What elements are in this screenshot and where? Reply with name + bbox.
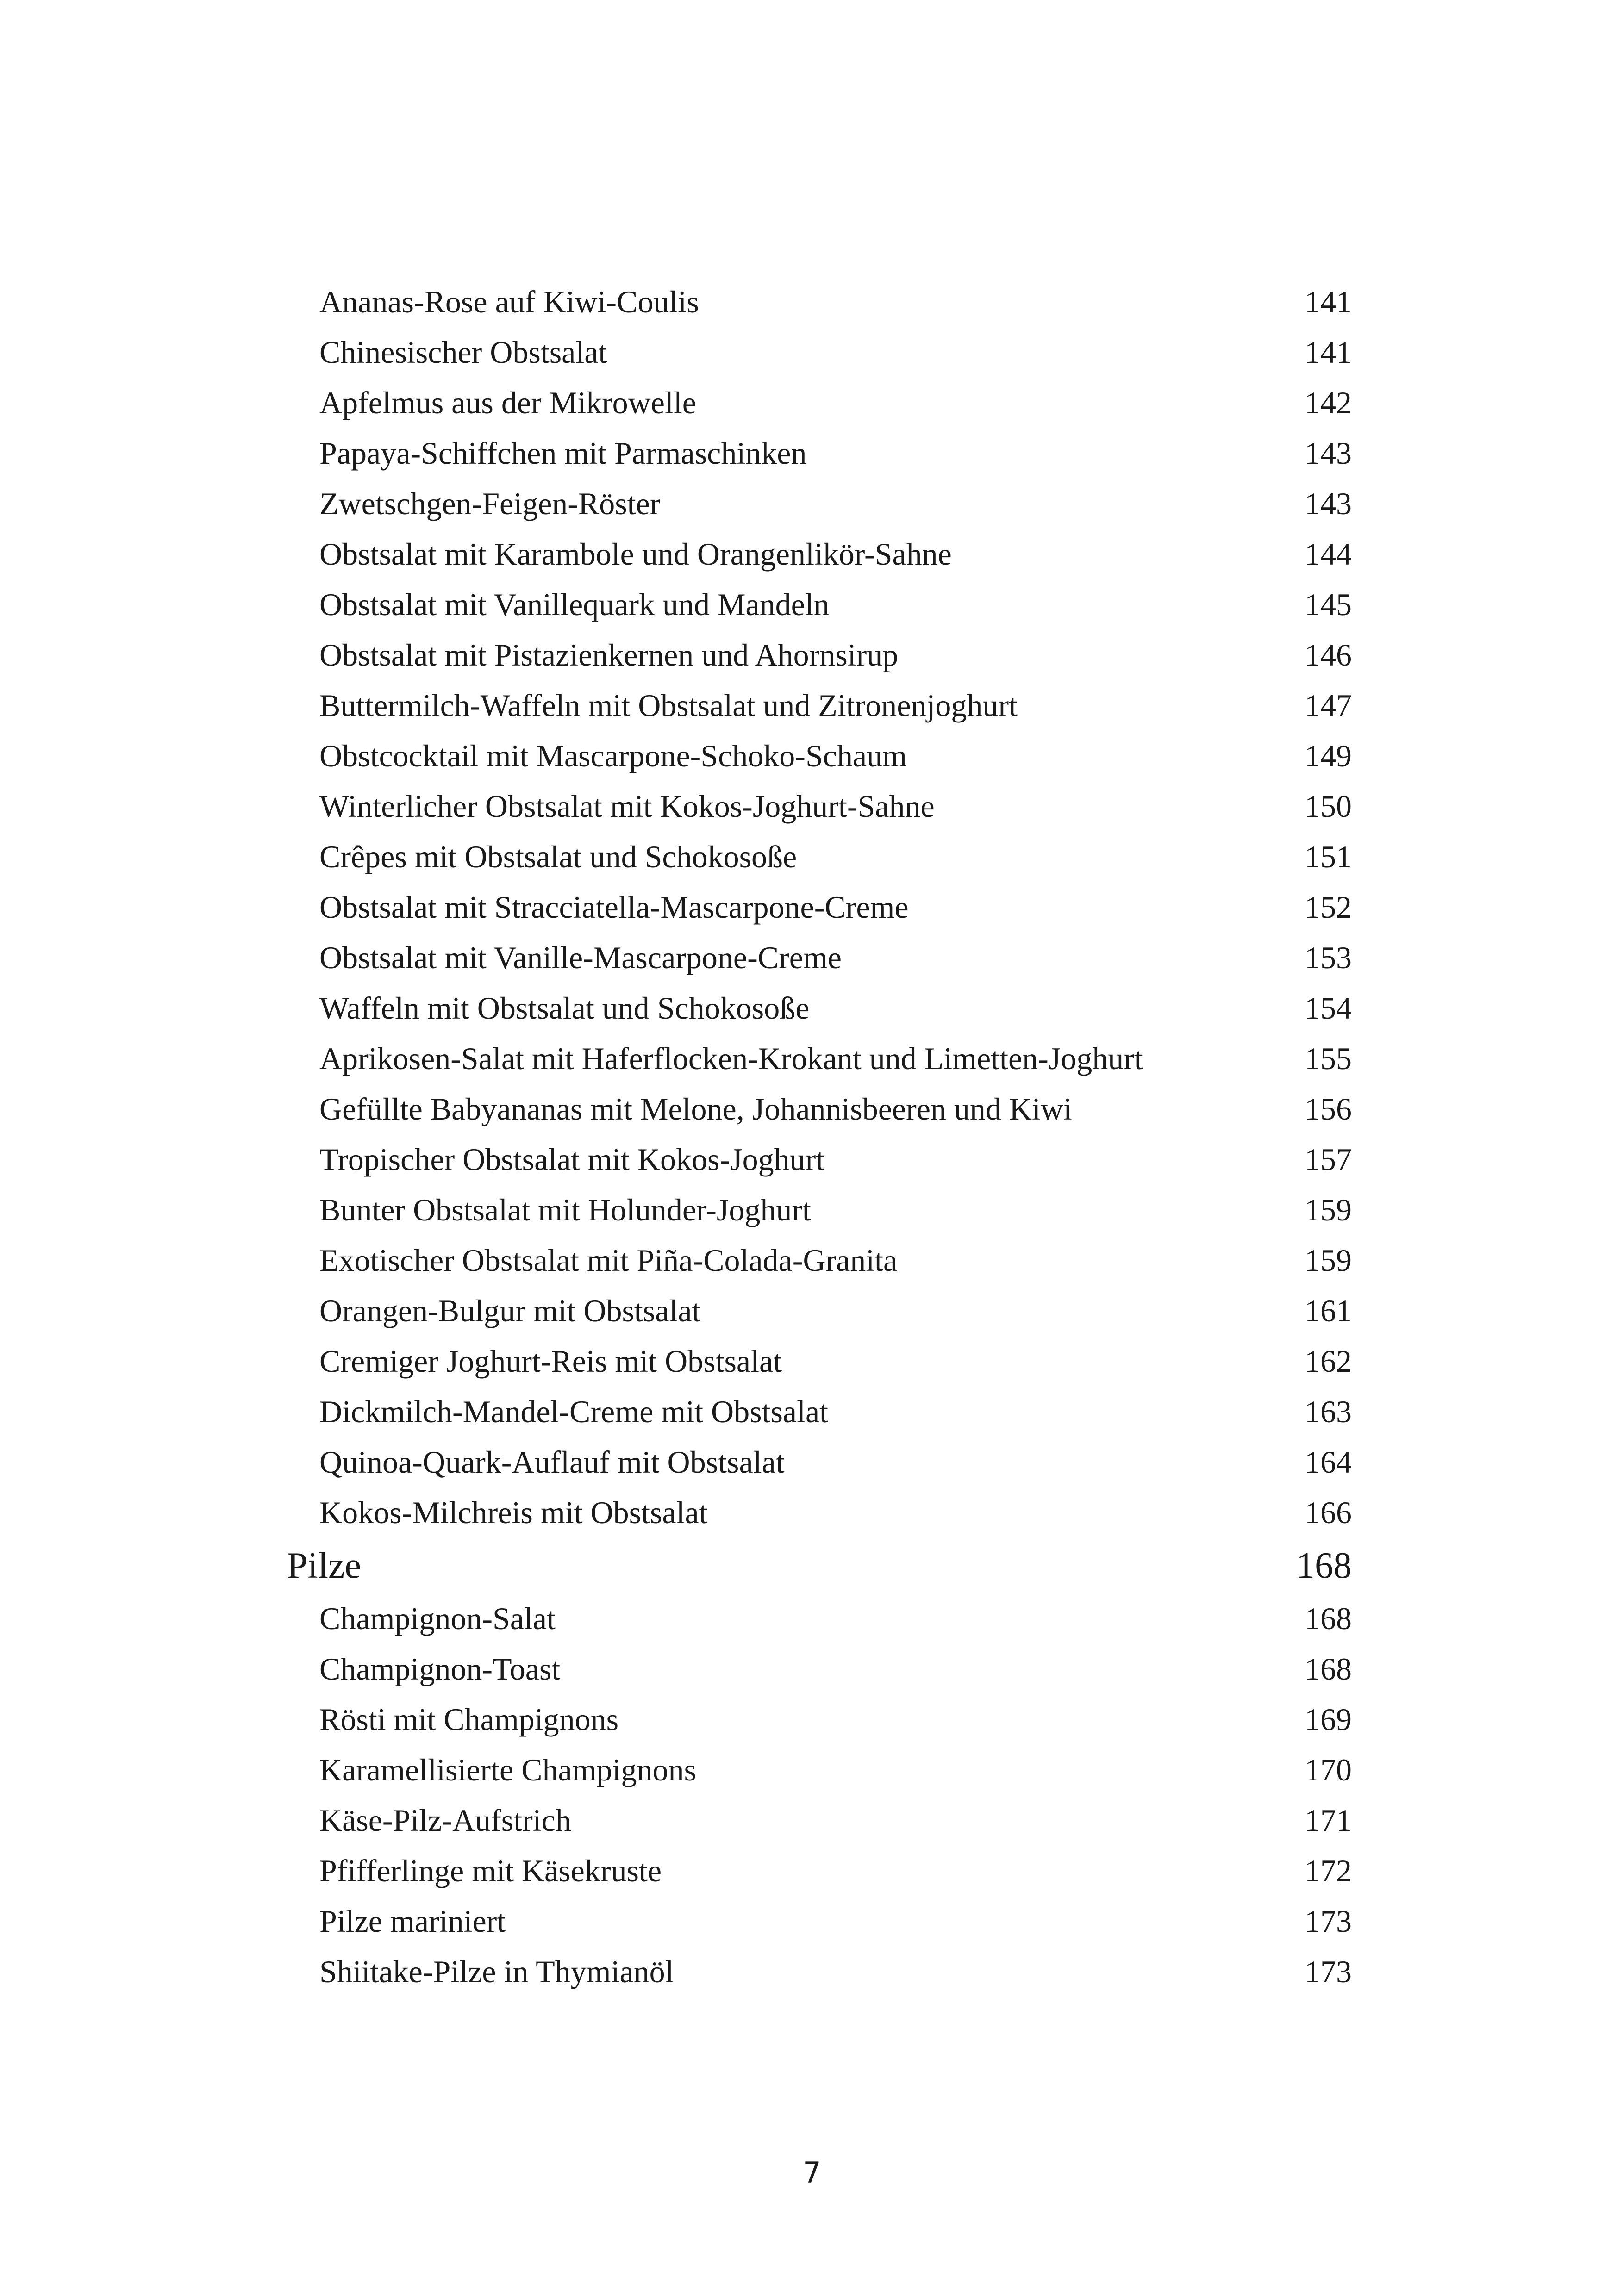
toc-entry-page: 149 xyxy=(1305,738,1352,773)
toc-entry-page: 171 xyxy=(1305,1803,1352,1838)
toc-entry-title: Dickmilch-Mandel-Creme mit Obstsalat xyxy=(319,1394,829,1429)
toc-entry-page: 157 xyxy=(1305,1142,1352,1177)
toc-entry-title: Kokos-Milchreis mit Obstsalat xyxy=(319,1495,708,1530)
toc-entry-title: Tropischer Obstsalat mit Kokos-Joghurt xyxy=(319,1142,825,1177)
toc-entry-page: 155 xyxy=(1305,1041,1352,1076)
toc-entry-page: 144 xyxy=(1305,536,1352,572)
toc-entry-page: 163 xyxy=(1305,1394,1352,1429)
toc-entry-page: 142 xyxy=(1305,385,1352,420)
toc-entry-page: 173 xyxy=(1305,1904,1352,1939)
toc-entry-title: Pfifferlinge mit Käsekruste xyxy=(319,1853,662,1888)
toc-entry[interactable] xyxy=(287,1336,1352,1387)
toc-entry-page: 159 xyxy=(1305,1192,1352,1227)
toc-entry-page: 146 xyxy=(1305,637,1352,672)
toc-entry[interactable] xyxy=(287,832,1352,882)
toc-entry[interactable] xyxy=(287,1033,1352,1084)
toc-entry-title: Käse-Pilz-Aufstrich xyxy=(319,1803,571,1838)
toc-entry-title: Quinoa-Quark-Auflauf mit Obstsalat xyxy=(319,1444,785,1480)
toc-entry[interactable] xyxy=(287,1795,1352,1846)
toc-entry-page: 159 xyxy=(1305,1243,1352,1278)
toc-entry-title: Champignon-Salat xyxy=(319,1601,556,1636)
toc-entry-title: Pilze mariniert xyxy=(319,1904,506,1939)
toc-entry-page: 153 xyxy=(1305,940,1352,975)
toc-entry-page: 152 xyxy=(1305,890,1352,925)
toc-entry[interactable] xyxy=(287,680,1352,731)
toc-entry-title: Crêpes mit Obstsalat und Schokosoße xyxy=(319,839,797,874)
toc-entry-page: 141 xyxy=(1305,335,1352,370)
toc-entry-title: Buttermilch-Waffeln mit Obstsalat und Zitronenjoghurt xyxy=(319,688,1018,723)
toc-entry[interactable] xyxy=(287,1286,1352,1336)
toc-entry[interactable] xyxy=(287,1644,1352,1694)
toc-entry[interactable] xyxy=(287,731,1352,781)
toc-entry-title: Rösti mit Champignons xyxy=(319,1702,619,1737)
toc-entry-page: 151 xyxy=(1305,839,1352,874)
toc-entry[interactable] xyxy=(287,1437,1352,1487)
toc-entry-title: Chinesischer Obstsalat xyxy=(319,335,607,370)
toc-entry-page: 168 xyxy=(1296,1545,1352,1586)
toc-entry-page: 168 xyxy=(1305,1601,1352,1636)
toc-entry[interactable] xyxy=(287,277,1352,327)
table-of-contents xyxy=(287,277,1352,1997)
toc-entry-page: 143 xyxy=(1305,486,1352,521)
toc-entry-title: Obstsalat mit Pistazienkernen und Ahornsirup xyxy=(319,637,899,672)
toc-entry-page: 161 xyxy=(1305,1293,1352,1328)
toc-entry[interactable] xyxy=(287,579,1352,630)
toc-entry[interactable] xyxy=(287,1694,1352,1745)
toc-entry[interactable] xyxy=(287,327,1352,378)
toc-entry[interactable] xyxy=(287,933,1352,983)
toc-entry[interactable] xyxy=(287,1235,1352,1286)
toc-entry-title: Obstsalat mit Vanille-Mascarpone-Creme xyxy=(319,940,842,975)
toc-entry-page: 169 xyxy=(1305,1702,1352,1737)
toc-entry[interactable] xyxy=(287,1185,1352,1235)
toc-entry-title: Exotischer Obstsalat mit Piña-Colada-Granita xyxy=(319,1243,898,1278)
toc-entry-page: 172 xyxy=(1305,1853,1352,1888)
toc-entry-title: Bunter Obstsalat mit Holunder-Joghurt xyxy=(319,1192,811,1227)
toc-entry[interactable] xyxy=(287,1084,1352,1134)
page-number: 7 xyxy=(803,2156,821,2190)
toc-entry[interactable] xyxy=(287,1487,1352,1538)
toc-entry-title: Cremiger Joghurt-Reis mit Obstsalat xyxy=(319,1344,782,1379)
toc-entry-title: Winterlicher Obstsalat mit Kokos-Joghurt-Sahne xyxy=(319,789,935,824)
toc-entry[interactable] xyxy=(287,1387,1352,1437)
toc-entry-page: 162 xyxy=(1305,1344,1352,1379)
toc-entry[interactable] xyxy=(287,630,1352,680)
toc-entry[interactable] xyxy=(287,378,1352,428)
toc-entry[interactable] xyxy=(287,1846,1352,1896)
toc-entry-title: Karamellisierte Champignons xyxy=(319,1752,696,1787)
toc-entry-page: 145 xyxy=(1305,587,1352,622)
toc-entry-page: 143 xyxy=(1305,436,1352,471)
toc-entry[interactable] xyxy=(287,479,1352,529)
toc-entry[interactable] xyxy=(287,1134,1352,1185)
toc-entry-title: Waffeln mit Obstsalat und Schokosoße xyxy=(319,990,810,1026)
toc-entry-page: 168 xyxy=(1305,1651,1352,1686)
toc-entry-page: 170 xyxy=(1305,1752,1352,1787)
toc-entry[interactable] xyxy=(287,529,1352,579)
toc-entry-title: Obstsalat mit Karambole und Orangenlikör-Sahne xyxy=(319,536,952,572)
toc-entry-page: 141 xyxy=(1305,284,1352,319)
toc-entry-page: 154 xyxy=(1305,990,1352,1026)
toc-entry-title: Obstsalat mit Stracciatella-Mascarpone-Creme xyxy=(319,890,909,925)
toc-entry-title: Obstcocktail mit Mascarpone-Schoko-Schaum xyxy=(319,738,907,773)
toc-entry[interactable] xyxy=(287,882,1352,933)
toc-entry-title: Apfelmus aus der Mikrowelle xyxy=(319,385,696,420)
toc-entry-page: 164 xyxy=(1305,1444,1352,1480)
toc-entry-title: Obstsalat mit Vanillequark und Mandeln xyxy=(319,587,830,622)
toc-entry[interactable] xyxy=(287,1745,1352,1795)
toc-entry[interactable] xyxy=(287,1896,1352,1947)
toc-entry-page: 173 xyxy=(1305,1954,1352,1989)
toc-entry-page: 150 xyxy=(1305,789,1352,824)
toc-section-entry[interactable] xyxy=(287,1538,1352,1593)
toc-entry-title: Pilze xyxy=(287,1545,361,1586)
toc-entry[interactable] xyxy=(287,781,1352,832)
toc-entry-title: Orangen-Bulgur mit Obstsalat xyxy=(319,1293,701,1328)
toc-entry-title: Gefüllte Babyananas mit Melone, Johannisbeeren und Kiwi xyxy=(319,1091,1072,1126)
toc-entry[interactable] xyxy=(287,428,1352,479)
toc-entry-title: Zwetschgen-Feigen-Röster xyxy=(319,486,661,521)
toc-entry-page: 156 xyxy=(1305,1091,1352,1126)
toc-entry[interactable] xyxy=(287,983,1352,1033)
toc-entry-page: 147 xyxy=(1305,688,1352,723)
toc-entry[interactable] xyxy=(287,1593,1352,1644)
toc-entry[interactable] xyxy=(287,1947,1352,1997)
toc-entry-page: 166 xyxy=(1305,1495,1352,1530)
toc-entry-title: Champignon-Toast xyxy=(319,1651,561,1686)
toc-entry-title: Aprikosen-Salat mit Haferflocken-Krokant und Limetten-Joghurt xyxy=(319,1041,1143,1076)
toc-entry-title: Papaya-Schiffchen mit Parmaschinken xyxy=(319,436,807,471)
toc-entry-title: Shiitake-Pilze in Thymianöl xyxy=(319,1954,674,1989)
toc-entry-title: Ananas-Rose auf Kiwi-Coulis xyxy=(319,284,699,319)
